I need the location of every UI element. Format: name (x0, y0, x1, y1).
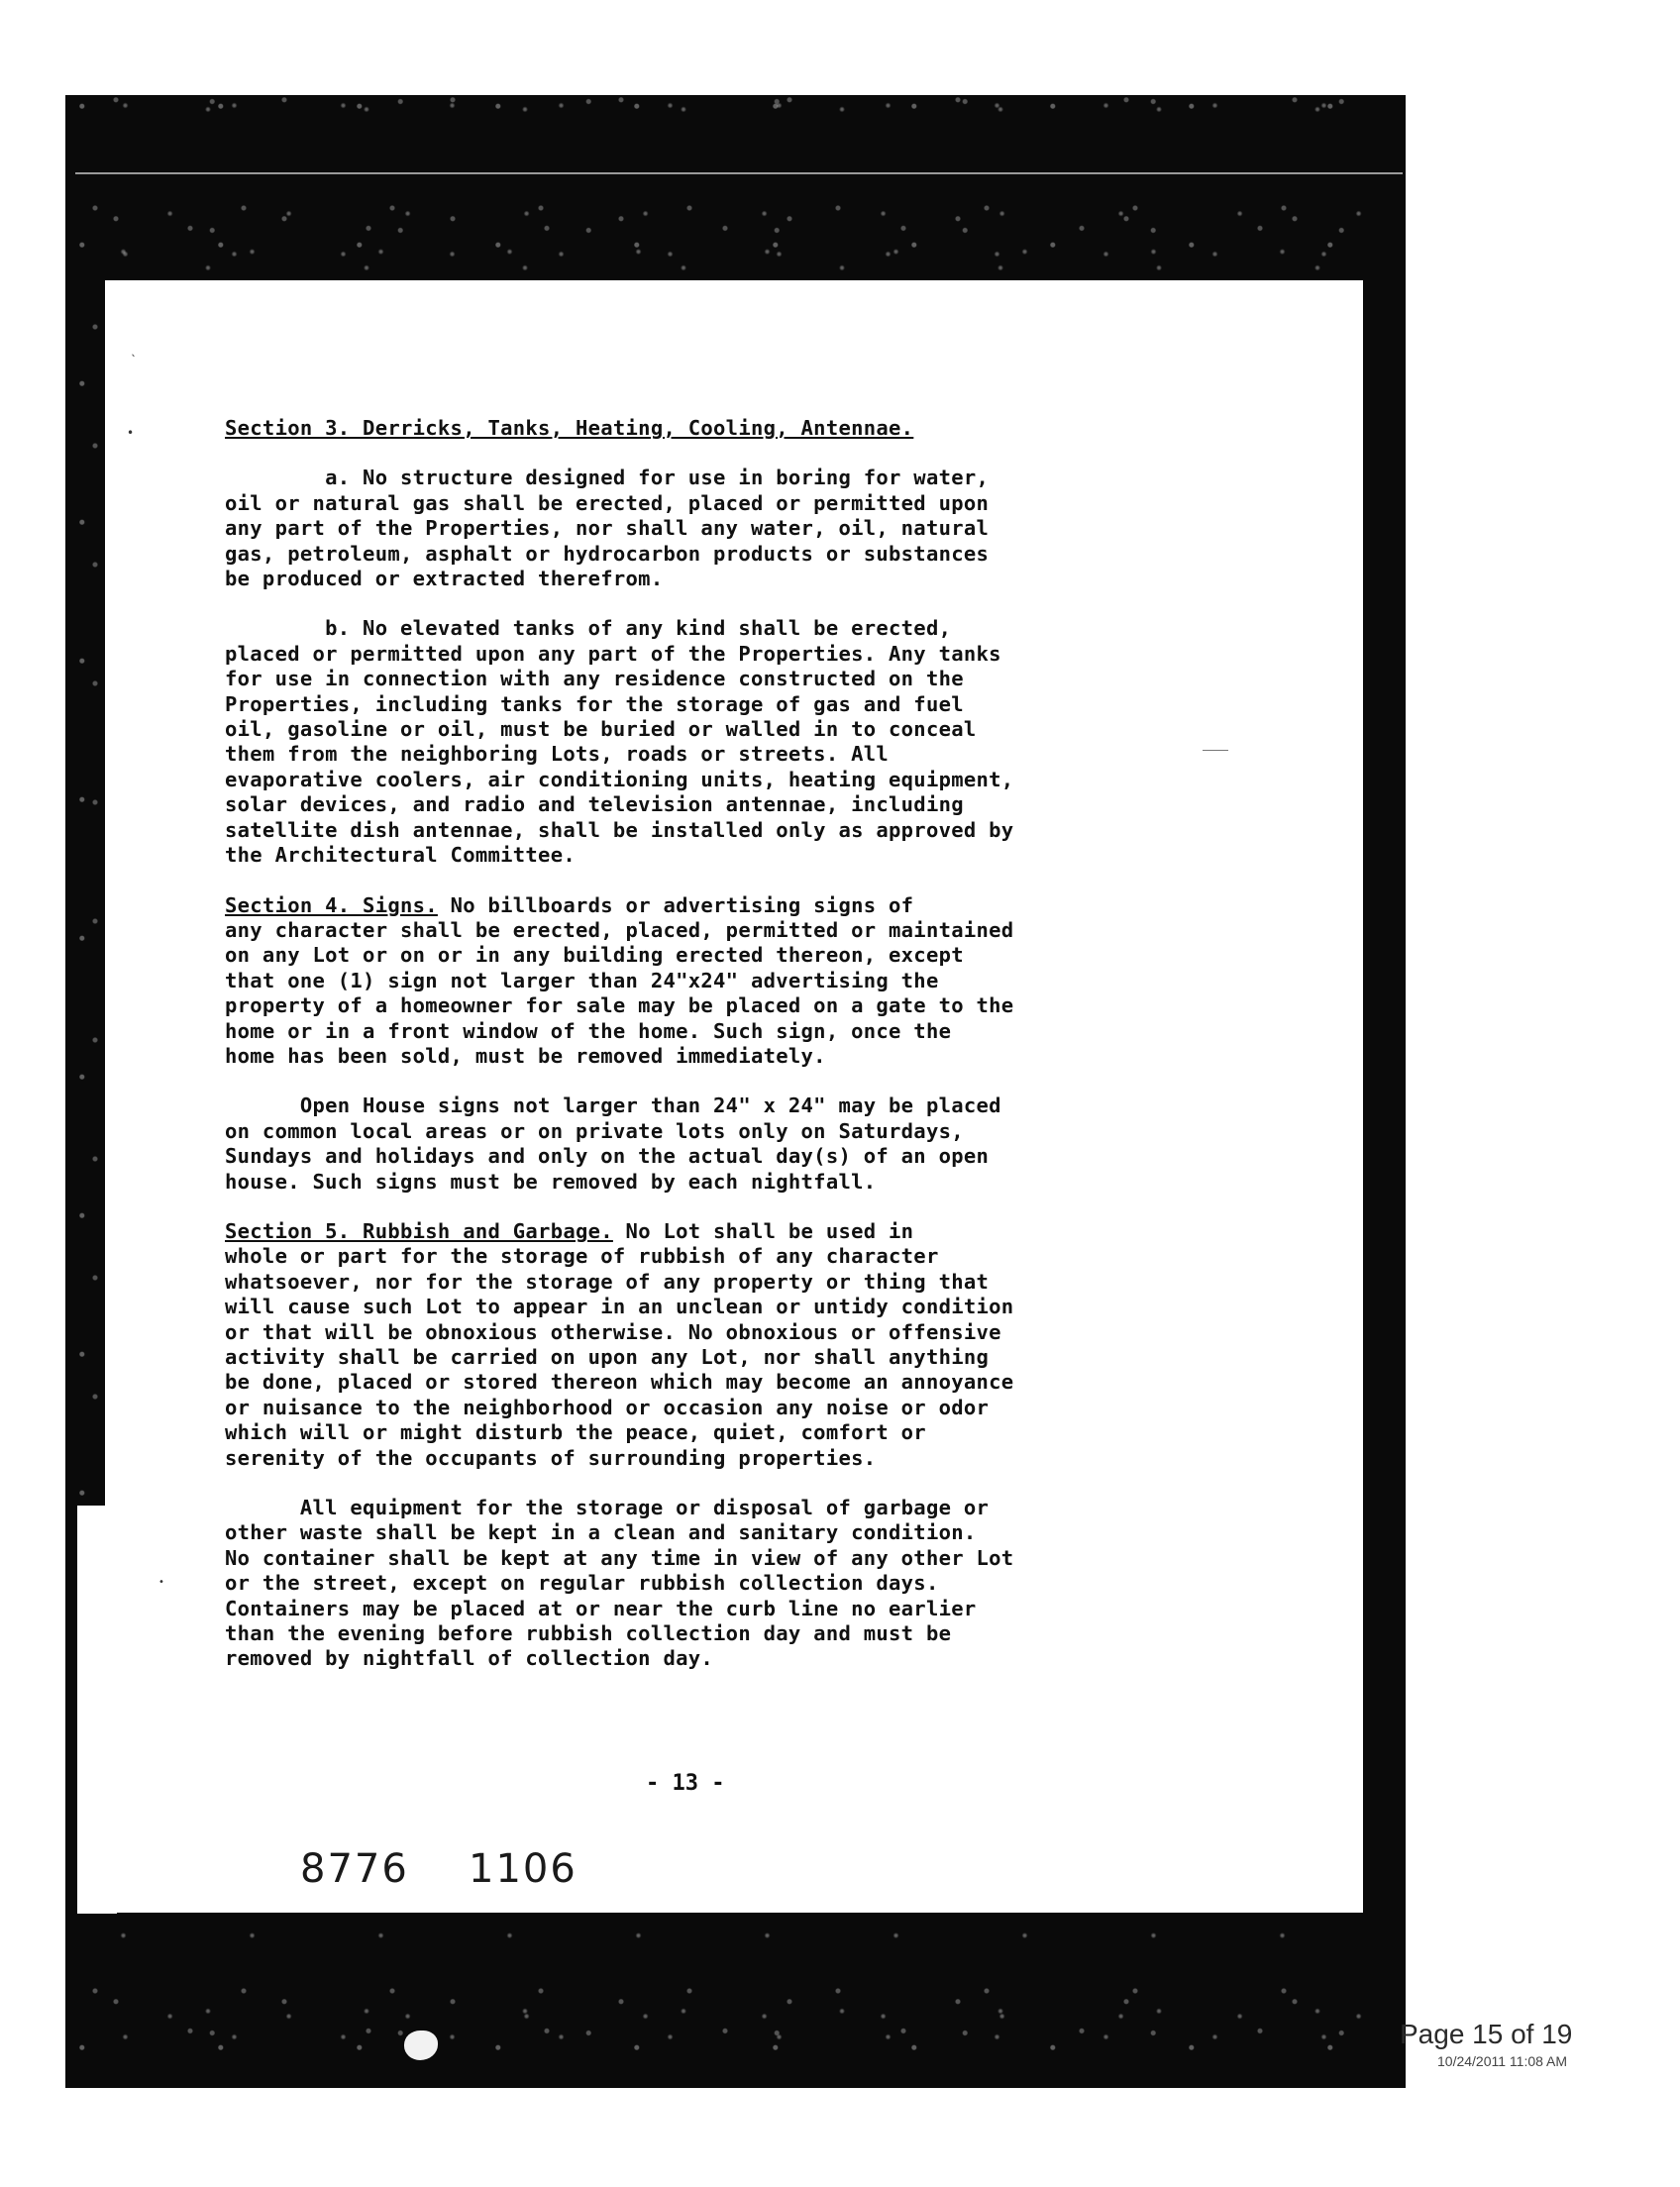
section-5-equipment-text: All equipment for the storage or disposal of garbage or other waste shall be kept in a clean and sanitary condition. No container shall be kept at any time in view of any other Lot or the street, except on regular rubbish collection days. Containers may be placed at or near the curb line no earlier than the evening before rubbish collection day and must be removed by nightfall of collection day. (225, 1496, 1014, 1671)
stray-mark: ˎ (131, 343, 137, 357)
section-4-open-house-text: Open House signs not larger than 24" x 24" may be placed on common local areas or on private lots only on Saturdays, Sundays and holidays and only on the actual day(s) of an open house. Such signs must be removed by each nightfall. (225, 1094, 1001, 1194)
page-counter: Page 15 of 19 (1400, 2019, 1573, 2049)
section-5-heading: Section 5. Rubbish and Garbage. (225, 1218, 613, 1243)
section-3a-text: a. No structure designed for use in boring for water, oil or natural gas shall be erected, placed or permitted upon any part of the Properties, nor shall any water, oil, natural gas, petroleum, asphalt or hydrocarbon products or substances be produced or extracted therefrom. (225, 466, 990, 591)
section-3b-text: b. No elevated tanks of any kind shall be erected, placed or permitted upon any part of the Properties. Any tanks for use in connection with any residence constructed on the Properties, including tanks for the storage of gas and fuel oil, gasoline or oil, must be buried or walled in to conceal them from the neighboring Lots, roads or streets. All evaporative coolers, air conditioning units, heating equipment, solar devices, and radio and television antennae, including satellite dish antennae, shall be installed only as approved by the Architectural Committee. (225, 616, 1014, 868)
page-edge (77, 1506, 117, 1914)
recording-page-number: 1106 (469, 1846, 578, 1892)
stray-mark: • (158, 1577, 164, 1588)
section-3-heading: Section 3. Derricks, Tanks, Heating, Cooling, Antennae. (225, 416, 914, 440)
page-number: - 13 - (646, 1771, 725, 1796)
stray-mark: • (127, 426, 135, 440)
section-5-text: whole or part for the storage of rubbish of any character whatsoever, nor for the storage of any property or thing that will cause such Lot to appear in an unclean or untidy condition or that will be obnoxious otherwise. No obnoxious or offensive activity shall be carried on upon any Lot, nor shall anything be done, placed or stored thereon which may become an annoyance or nuisance to the neighborhood or occasion any noise or odor which will or might disturb the peace, quiet, comfort or serenity of the occupants of surrounding properties. (225, 1244, 1014, 1470)
section-5-first-line: Section 5. Rubbish and Garbage. No Lot shall be used in (225, 1218, 914, 1243)
print-timestamp: 10/24/2011 11:08 AM (1437, 2053, 1568, 2069)
recording-book-number: 8776 (300, 1846, 409, 1892)
section-4-first-line: Section 4. Signs. No billboards or advertising signs of (225, 892, 914, 917)
document-body (225, 416, 1215, 1672)
section-4-heading: Section 4. Signs. (225, 892, 438, 917)
frame-rule (75, 172, 1403, 174)
section-4-text: any character shall be erected, placed, permitted or maintained on any Lot or on or in any building erected thereon, except that one (1) sign not larger than 24"x24" advertising the property of a homeowner for sale may be placed on a gate to the home or in a front window of the home. Such sign, once the home has been sold, must be removed immediately. (225, 917, 1014, 1068)
